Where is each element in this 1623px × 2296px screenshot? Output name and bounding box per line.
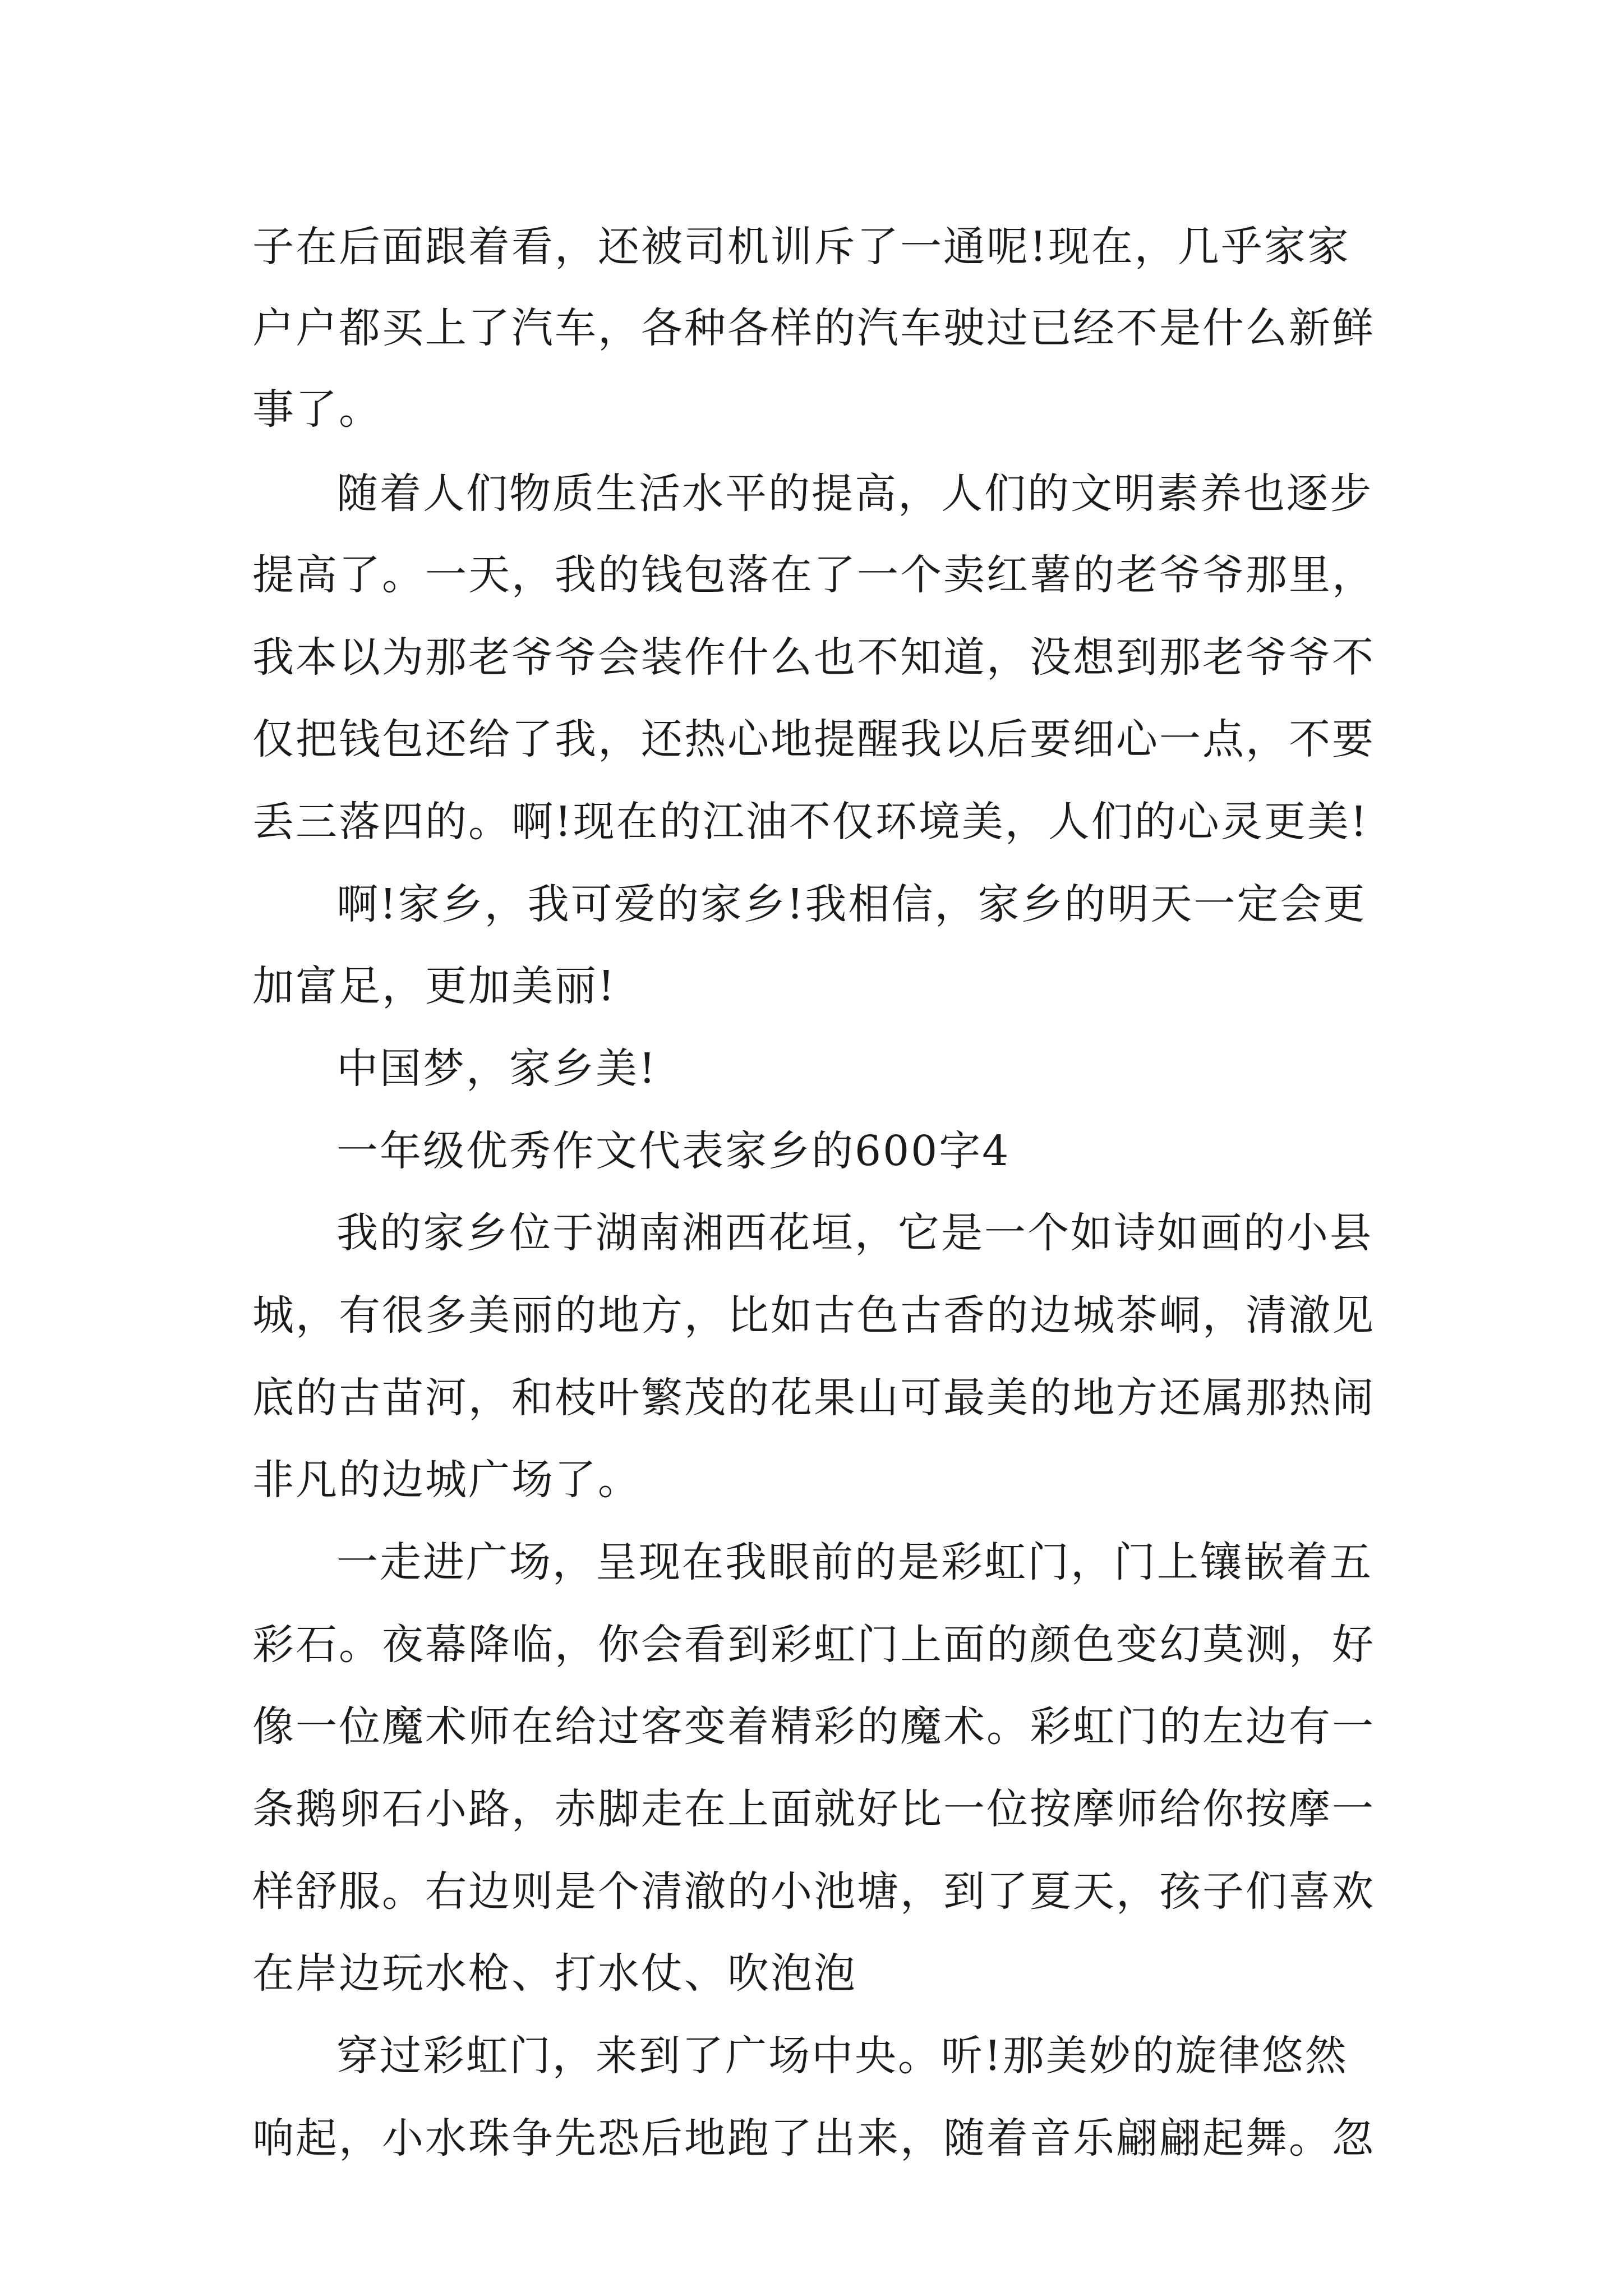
text-line: 底的古苗河，和枝叶繁茂的花果山可最美的地方还属那热闹 [252,1374,1375,1422]
text-line: 响起，小水珠争先恐后地跑了出来，随着音乐翩翩起舞。忽 [252,2114,1375,2162]
text-line: 条鹅卵石小路，赤脚走在上面就好比一位按摩师给你按摩一 [252,1785,1375,1833]
text-line: 样舒服。右边则是个清澈的小池塘，到了夏天，孩子们喜欢 [252,1867,1375,1916]
paragraph-start-line: 一走进广场，呈现在我眼前的是彩虹门，门上镶嵌着五 [336,1538,1373,1586]
text-line: 我本以为那老爷爷会装作什么也不知道，没想到那老爷爷不 [252,633,1375,682]
paragraph-start-line: 随着人们物质生活水平的提高，人们的文明素养也逐步 [336,470,1373,518]
paragraph-start-line: 啊!家乡，我可爱的家乡!我相信，家乡的明天一定会更 [336,880,1367,928]
text-line: 事了。 [252,385,382,434]
text-line: 仅把钱包还给了我，还热心地提醒我以后要细心一点，不要 [252,715,1375,763]
essay-title: 一年级优秀作文代表家乡的600字4 [336,1127,1011,1175]
text-line: 像一位魔术师在给过客变着精彩的魔术。彩虹门的左边有一 [252,1703,1375,1751]
paragraph-start-line: 我的家乡位于湖南湘西花垣，它是一个如诗如画的小县 [336,1209,1373,1257]
text-line: 丢三落四的。啊!现在的江油不仅环境美，人们的心灵更美! [252,798,1369,846]
text-line: 彩石。夜幕降临，你会看到彩虹门上面的颜色变幻莫测，好 [252,1621,1375,1669]
text-line: 户户都买上了汽车，各种各样的汽车驶过已经不是什么新鲜 [252,304,1375,352]
text-line: 子在后面跟着看，还被司机训斥了一通呢!现在，几乎家家 [252,223,1350,271]
text-line: 加富足，更加美丽! [252,962,616,1010]
text-line: 非凡的边城广场了。 [252,1456,641,1504]
text-line: 提高了。一天，我的钱包落在了一个卖红薯的老爷爷那里， [252,551,1375,599]
paragraph-start-line: 穿过彩虹门，来到了广场中央。听!那美妙的旋律悠然 [336,2032,1348,2080]
text-line: 在岸边玩水枪、打水仗、吹泡泡 [252,1949,857,1998]
paragraph-start-line: 中国梦，家乡美! [336,1045,657,1093]
text-line: 城，有很多美丽的地方，比如古色古香的边城茶峒，清澈见 [252,1291,1375,1340]
